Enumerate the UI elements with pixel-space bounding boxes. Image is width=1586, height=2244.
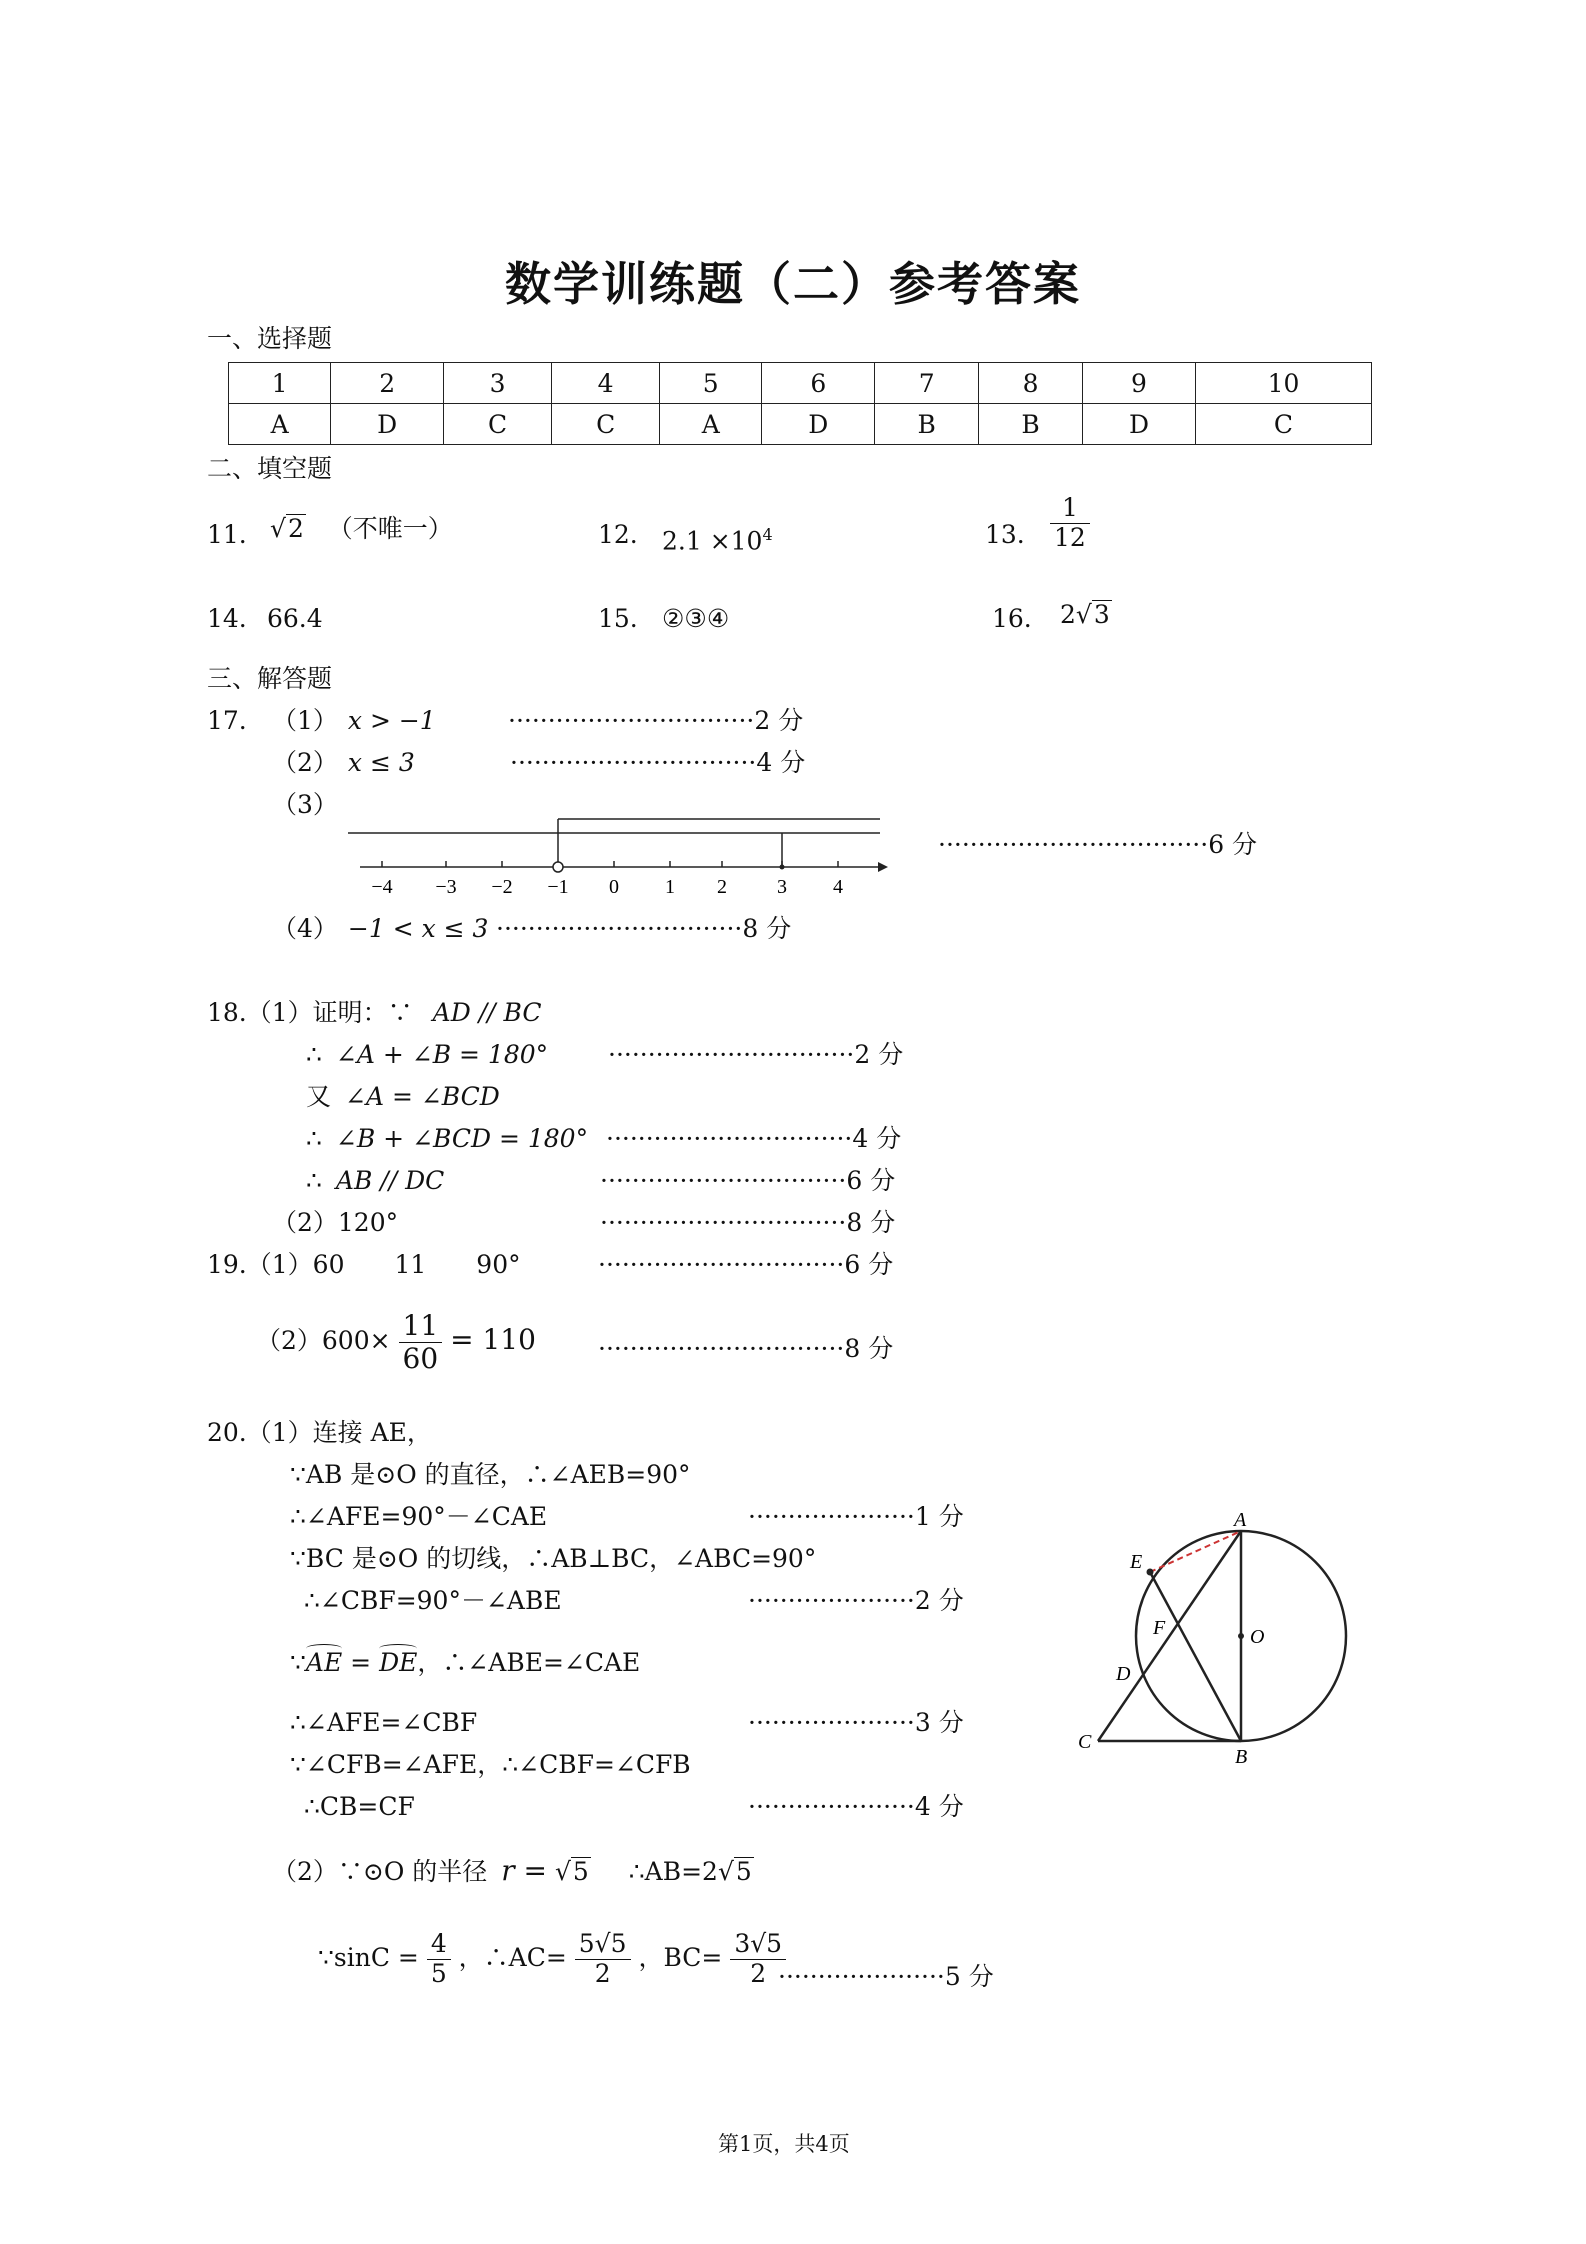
label-E: E: [1130, 1551, 1143, 1573]
number-line-tick-label: −1: [547, 876, 569, 898]
table-cell-answer: C: [1195, 404, 1371, 445]
q18-line1: 18.（1）证明：∵ AD // BC: [207, 998, 542, 1027]
page-footer: 第1页，共4页: [718, 2132, 850, 2156]
label-A: A: [1234, 1509, 1247, 1531]
q20-line8: ∵∠CFB=∠AFE，∴∠CBF=∠CFB: [290, 1750, 691, 1779]
q19-line2-score: ·······························8 分: [598, 1334, 894, 1363]
q13-number: 13.: [985, 520, 1025, 549]
q20-line3: ∴∠AFE=90°－∠CAE: [290, 1502, 548, 1531]
number-line-tick-label: −4: [371, 876, 393, 898]
q17-part2: （2） x ≤ 3: [272, 748, 415, 777]
table-cell-number: 7: [875, 363, 979, 404]
table-cell-answer: C: [552, 404, 660, 445]
number-line-figure: [340, 805, 900, 905]
section-heading-solve: 三、解答题: [207, 664, 333, 693]
table-cell-number: 6: [762, 363, 875, 404]
q20-line2: ∵AB 是⊙O 的直径，∴∠AEB=90°: [290, 1460, 691, 1489]
q20-line9-score: ·····················4 分: [748, 1792, 964, 1821]
q20-line9: ∴CB=CF: [304, 1792, 415, 1821]
table-cell-number: 8: [979, 363, 1083, 404]
q18-line6: （2）120°: [272, 1208, 399, 1237]
number-line-tick-label: −3: [435, 876, 457, 898]
label-F: F: [1153, 1617, 1166, 1639]
table-cell-answer: A: [229, 404, 331, 445]
q20-line6: ∵AE = DE，∴∠ABE=∠CAE: [290, 1648, 641, 1677]
q17-part3-score: ··································6 分: [938, 830, 1258, 859]
q20-line3-score: ·····················1 分: [748, 1502, 964, 1531]
q17-part2-score: ·······························4 分: [510, 748, 806, 777]
q20-line5: ∴∠CBF=90°－∠ABE: [304, 1586, 562, 1615]
q11-answer: √2 （不唯一）: [270, 514, 453, 543]
q17-part4-score: ·······························8 分: [496, 914, 792, 943]
table-cell-answer: D: [1083, 404, 1196, 445]
q12-answer: $2.1 \times 10^4$: [662, 525, 773, 556]
number-line-tick-label: −2: [491, 876, 513, 898]
table-cell-answer: B: [979, 404, 1083, 445]
table-cell-answer: C: [444, 404, 552, 445]
q20-part3-score: ·····················5 分: [778, 1962, 994, 1991]
q19-line1-score: ·······························6 分: [598, 1250, 894, 1279]
choice-answer-table: [228, 362, 1372, 445]
label-B: B: [1235, 1746, 1248, 1768]
table-cell-number: 9: [1083, 363, 1196, 404]
table-cell-answer: A: [660, 404, 762, 445]
q18-line5-score: ·······························6 分: [600, 1166, 896, 1195]
q20-line7-score: ·····················3 分: [748, 1708, 964, 1737]
table-cell-answer: D: [331, 404, 444, 445]
table-row-answers: [229, 404, 1372, 445]
page-title: 数学训练题（二）参考答案: [505, 257, 1081, 311]
q15-answer: ②③④: [662, 604, 730, 633]
q18-line6-score: ·······························8 分: [600, 1208, 896, 1237]
q13-answer: $\frac{1}{12}$: [1050, 494, 1090, 553]
q18-line4-score: ·······························4 分: [606, 1124, 902, 1153]
section-heading-fill: 二、填空题: [207, 454, 333, 483]
table-cell-number: 2: [331, 363, 444, 404]
q18-line4: ∴ ∠B + ∠BCD = 180°: [306, 1124, 589, 1153]
table-cell-answer: D: [762, 404, 875, 445]
table-cell-number: 1: [229, 363, 331, 404]
number-line-tick-label: 2: [717, 876, 727, 898]
table-cell-number: 4: [552, 363, 660, 404]
q18-line2-score: ·······························2 分: [608, 1040, 904, 1069]
q16-number: 16.: [992, 604, 1032, 633]
q17-part1-score: ·······························2 分: [508, 706, 804, 735]
label-D: D: [1116, 1663, 1131, 1685]
q20-part2: （2）∵⊙O 的半径 r = √5 ∴AB=2√5: [272, 1854, 752, 1887]
number-line-tick-label: 0: [609, 876, 619, 898]
number-line-tick-label: 4: [833, 876, 843, 898]
q20-line4: ∵BC 是⊙O 的切线，∴AB⊥BC，∠ABC=90°: [290, 1544, 817, 1573]
table-row-numbers: [229, 363, 1372, 404]
q19-line1: 19.（1）60 11 90°: [207, 1250, 521, 1279]
q20-part3: ∵sinC = $\frac{4}{5}$ ，∴AC= $\frac{5√5}{2}$ ，BC= $\frac{3√5}{2}$: [318, 1930, 786, 1989]
table-cell-number: 10: [1195, 363, 1371, 404]
q20-line7: ∴∠AFE=∠CBF: [290, 1708, 478, 1737]
q12-number: 12.: [598, 520, 638, 549]
q20-line5-score: ·····················2 分: [748, 1586, 964, 1615]
q14-number: 14.: [207, 604, 247, 633]
table-cell-answer: B: [875, 404, 979, 445]
q17-number: 17.: [207, 706, 247, 735]
section-heading-choice: 一、选择题: [207, 324, 333, 353]
q18-line2: ∴ ∠A + ∠B = 180°: [306, 1040, 549, 1069]
q17-part4: （4） −1 < x ≤ 3: [272, 914, 489, 943]
q19-line2: （2）600× $\frac{11}{60}$ = 110: [256, 1309, 536, 1376]
q15-number: 15.: [598, 604, 638, 633]
label-O: O: [1250, 1626, 1265, 1648]
q20-line1: 20.（1）连接 AE，: [207, 1418, 432, 1447]
q11-number: 11.: [207, 520, 247, 549]
table-cell-number: 3: [444, 363, 552, 404]
number-line-tick-label: 3: [777, 876, 787, 898]
q17-part1: （1） x > −1: [272, 706, 436, 735]
q18-line3: 又 ∠A = ∠BCD: [306, 1082, 500, 1111]
q16-answer: 2√3: [1060, 600, 1110, 629]
label-C: C: [1078, 1731, 1092, 1753]
q17-part3-label: （3）: [272, 790, 338, 819]
circle-geometry-figure: [1068, 1488, 1368, 1778]
number-line-tick-label: 1: [665, 876, 675, 898]
q14-answer: 66.4: [267, 604, 323, 633]
table-cell-number: 5: [660, 363, 762, 404]
q18-line5: ∴ AB // DC: [306, 1166, 445, 1195]
